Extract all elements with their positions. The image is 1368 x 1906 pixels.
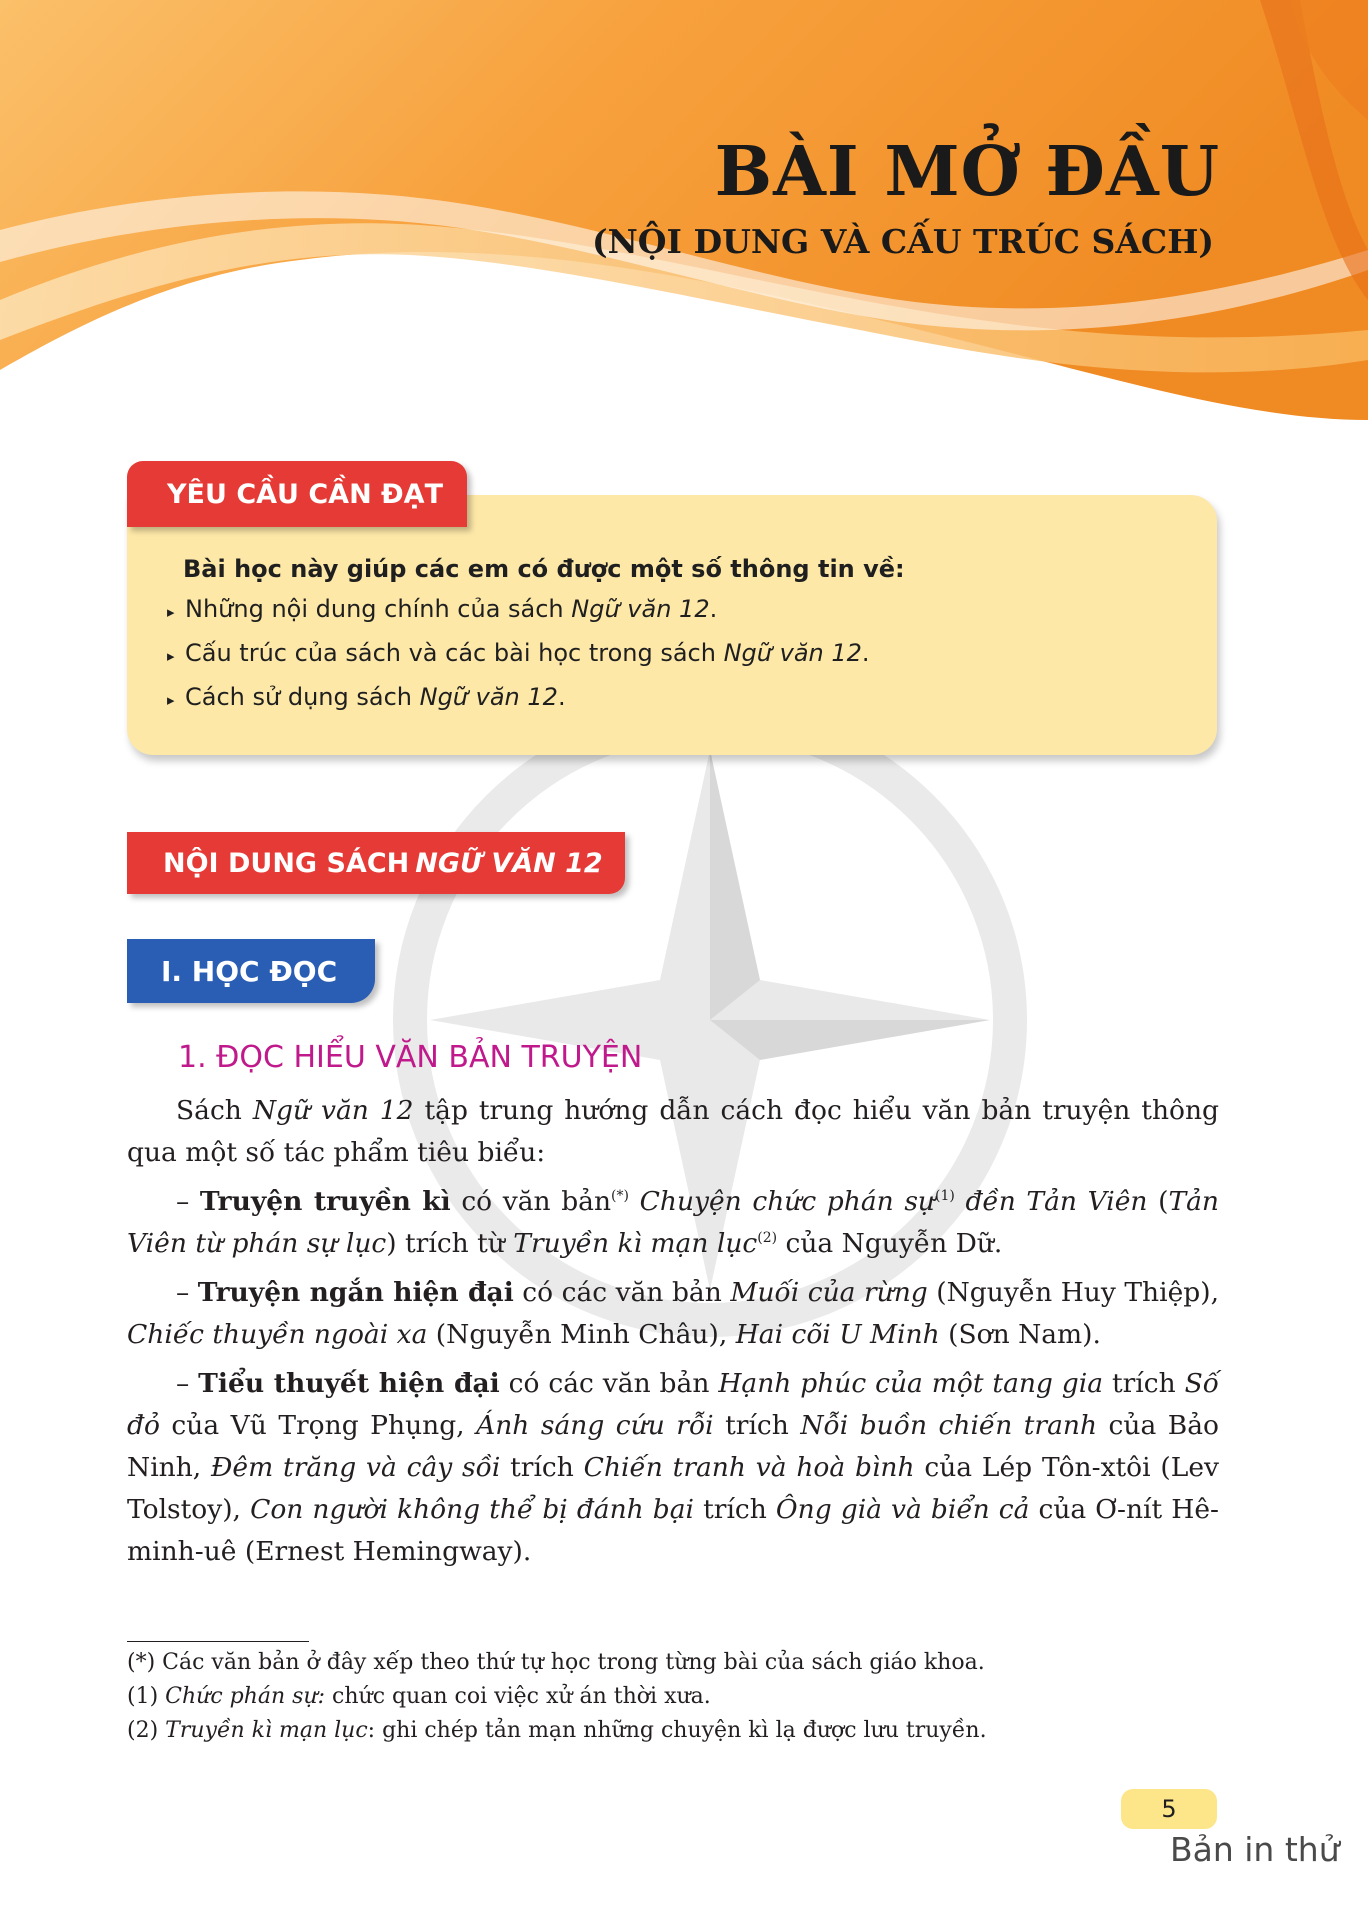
- page-subtitle: (NỘI DUNG VÀ CẤU TRÚC SÁCH): [592, 222, 1214, 261]
- text-span: (Sơn Nam).: [939, 1319, 1101, 1350]
- requirement-text: Cách sử dụng sách: [185, 683, 420, 711]
- work-title: Chiến tranh và hoà bình: [583, 1452, 915, 1483]
- text-span: –: [176, 1277, 198, 1308]
- work-title: Truyền kì mạn lục: [513, 1228, 758, 1259]
- requirement-book-title: Ngữ văn 12: [571, 595, 710, 623]
- text-span: trích: [1103, 1368, 1185, 1399]
- text-span: ) trích từ: [386, 1228, 514, 1259]
- work-title: Đêm trăng và cây sồi: [211, 1452, 501, 1483]
- requirement-end: .: [861, 639, 870, 667]
- book-title: Ngữ văn 12: [252, 1095, 414, 1126]
- footnote-ref: (*): [611, 1188, 629, 1204]
- requirement-end: .: [709, 595, 718, 623]
- book-content-tag-text: NỘI DUNG SÁCH: [163, 847, 410, 879]
- requirement-text: Những nội dung chính của sách: [185, 595, 572, 623]
- requirement-book-title: Ngữ văn 12: [723, 639, 862, 667]
- text-span: [629, 1186, 640, 1217]
- text-span: của Bảo Ninh,: [127, 1410, 1219, 1483]
- work-title: Hạnh phúc của một tang gia: [718, 1368, 1104, 1399]
- book-content-tag-title: NGỮ VĂN 12: [415, 847, 603, 879]
- work-title: Nỗi buồn chiến tranh: [800, 1410, 1098, 1441]
- section-reading-tag: I. HỌC ĐỌC: [127, 939, 375, 1003]
- triangle-bullet-icon: ▸: [167, 691, 175, 709]
- text-span: trích: [694, 1494, 776, 1525]
- genre-label: Truyện truyền kì: [199, 1186, 451, 1217]
- requirement-text: Cấu trúc của sách và các bài học trong sách: [185, 639, 724, 667]
- draft-label: Bản in thử: [1170, 1830, 1340, 1869]
- requirements-box: [127, 495, 1217, 755]
- text-span: có các văn bản: [499, 1368, 719, 1399]
- text-span: tập trung hướng dẫn cách đọc hiểu văn bản truyện thông qua một số tác phẩm tiêu biểu:: [127, 1095, 1219, 1168]
- paragraph-intro: [127, 1090, 1219, 1174]
- work-title: Hai cõi U Minh: [735, 1319, 940, 1350]
- text-span: (Nguyễn Huy Thiệp),: [927, 1277, 1219, 1308]
- requirement-item: [167, 683, 1217, 711]
- footnote-text: (2): [127, 1718, 166, 1743]
- text-span: của Lép Tôn-xtôi (Lev Tolstoy),: [127, 1452, 1219, 1525]
- text-span: trích: [500, 1452, 584, 1483]
- text-span: có các văn bản: [513, 1277, 731, 1308]
- page-title: BÀI MỞ ĐẦU: [714, 132, 1220, 212]
- text-span: trích: [713, 1410, 801, 1441]
- book-content-tag: [127, 832, 625, 894]
- footnote-divider: [127, 1641, 309, 1642]
- work-title: Ánh sáng cứu rỗi: [476, 1410, 714, 1441]
- text-span: –: [176, 1186, 200, 1217]
- text-span: Sách: [176, 1095, 253, 1126]
- requirement-book-title: Ngữ văn 12: [419, 683, 558, 711]
- work-title: Chiếc thuyền ngoài xa: [127, 1319, 428, 1350]
- work-title: Tản Viên từ phán sự lục: [127, 1186, 1219, 1259]
- text-span: của Vũ Trọng Phụng,: [159, 1410, 477, 1441]
- requirements-tag: YÊU CẦU CẦN ĐẠT: [127, 461, 467, 527]
- requirement-item: [167, 595, 1217, 623]
- requirements-intro: Bài học này giúp các em có được một số thông tin về:: [183, 555, 905, 583]
- genre-label: Tiểu thuyết hiện đại: [198, 1368, 500, 1399]
- paragraph-novels: [127, 1363, 1219, 1573]
- triangle-bullet-icon: ▸: [167, 603, 175, 621]
- footnote-text: chức quan coi việc xử án thời xưa.: [325, 1684, 711, 1709]
- text-span: của Ơ-nít Hê-minh-uê (Ernest Hemingway).: [127, 1494, 1219, 1567]
- footnote-term: Truyền kì mạn lục: [165, 1718, 368, 1743]
- requirement-end: .: [557, 683, 566, 711]
- work-title: Chuyện chức phán sự: [639, 1186, 935, 1217]
- footnote-text: (1): [127, 1684, 166, 1709]
- footnote-term: Chức phán sự:: [165, 1684, 326, 1709]
- triangle-bullet-icon: ▸: [167, 647, 175, 665]
- subsection-heading: 1. ĐỌC HIỂU VĂN BẢN TRUYỆN: [178, 1040, 643, 1075]
- genre-label: Truyện ngắn hiện đại: [197, 1277, 514, 1308]
- text-span: có văn bản: [450, 1186, 612, 1217]
- footnote: [127, 1650, 1227, 1675]
- footnote-text: : ghi chép tản mạn những chuyện kì lạ được lưu truyền.: [367, 1718, 987, 1743]
- text-span: (: [1147, 1186, 1169, 1217]
- work-title: Con người không thể bị đánh bại: [250, 1494, 695, 1525]
- paragraph-legend-stories: [127, 1181, 1219, 1265]
- footnote-ref: (1): [935, 1188, 955, 1204]
- footnote-ref: (2): [757, 1230, 778, 1246]
- text-span: (Nguyễn Minh Châu),: [427, 1319, 736, 1350]
- footnote: [127, 1718, 1227, 1743]
- page-number: 5: [1121, 1789, 1217, 1829]
- footnote: [127, 1684, 1227, 1709]
- work-title: Ông già và biển cả: [775, 1494, 1030, 1525]
- work-title: Số đỏ: [127, 1368, 1219, 1441]
- text-span: của Nguyễn Dữ.: [777, 1228, 1003, 1259]
- work-title: đền Tản Viên: [954, 1186, 1148, 1217]
- footnote-text: (*) Các văn bản ở đây xếp theo thứ tự học trong từng bài của sách giáo khoa.: [127, 1650, 985, 1675]
- requirement-item: [167, 639, 1217, 667]
- paragraph-short-stories: [127, 1272, 1219, 1356]
- text-span: –: [176, 1368, 199, 1399]
- work-title: Muối của rừng: [730, 1277, 928, 1308]
